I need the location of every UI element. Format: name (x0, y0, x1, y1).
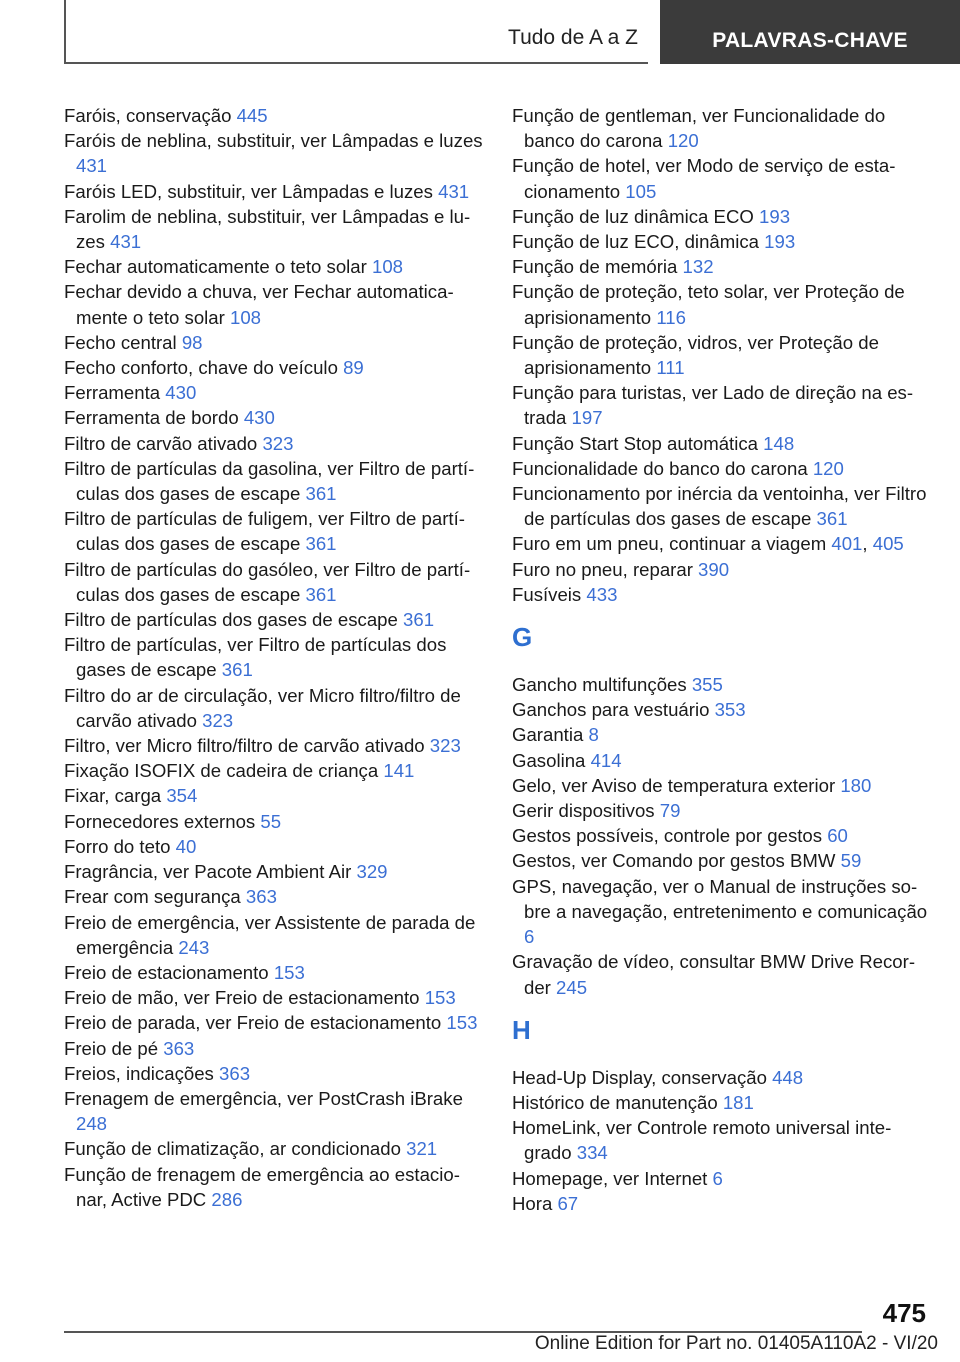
index-entry-text: Função Start Stop automática (512, 432, 764, 454)
index-entry-text: Função de luz dinâmica ECO (512, 205, 760, 227)
index-entry (512, 103, 932, 153)
index-entry-text: Fixar, carga (64, 785, 167, 807)
index-entry (64, 1136, 484, 1161)
page-link[interactable]: 361 (221, 659, 253, 681)
page-link[interactable]: 193 (759, 205, 791, 227)
index-entry (64, 859, 484, 884)
page-separator: , (862, 533, 873, 555)
page-link[interactable]: 430 (243, 407, 275, 429)
page-link[interactable]: 431 (438, 180, 470, 202)
index-entry-text: Freio de parada, ver Freio de estacionamento (64, 1012, 447, 1034)
index-entry-text: Filtro do ar de circulação, ver Micro filtro/filtro de carvão ativado (64, 684, 461, 731)
index-entry (512, 153, 932, 203)
page-link[interactable]: 431 (76, 155, 108, 177)
index-entry (64, 254, 484, 279)
index-entry (512, 1166, 932, 1191)
page-link[interactable]: 6 (712, 1167, 723, 1189)
index-entry-text: Frenagem de emergência, ver PostCrash iBrake (64, 1087, 463, 1109)
page-link[interactable]: 60 (827, 825, 848, 847)
page-link[interactable]: 120 (667, 130, 699, 152)
index-entry (64, 279, 484, 329)
index-entry-text: Gravação de vídeo, consultar BMW Drive Recorder (512, 951, 916, 998)
index-entry-text: Ferramenta de bordo (64, 407, 244, 429)
index-entry (64, 330, 484, 355)
index-column-right (512, 103, 932, 1216)
page-link[interactable]: 153 (446, 1012, 478, 1034)
index-entry-text: Faróis, conservação (64, 105, 237, 126)
index-entry-text: Garantia (512, 724, 589, 746)
index-entry-text: Função de luz ECO, dinâmica (512, 231, 765, 253)
page-link[interactable]: 430 (165, 382, 197, 404)
index-entry (64, 1086, 484, 1136)
index-entry-text: Função de frenagem de emergência ao estacionar, Active PDC (64, 1163, 460, 1210)
index-entry (512, 431, 932, 456)
page-link[interactable]: 59 (840, 850, 862, 872)
page-link[interactable]: 148 (763, 432, 795, 454)
index-entry (64, 431, 484, 456)
index-entry-text: Faróis de neblina, substituir, ver Lâmpadas e luzes (64, 130, 483, 152)
index-entry (512, 697, 932, 722)
page-link[interactable]: 354 (166, 785, 198, 807)
index-entry-text: Freios, indicações (64, 1062, 220, 1084)
index-entry (512, 531, 932, 556)
index-entry (512, 1191, 932, 1216)
index-entry (64, 985, 484, 1010)
page-link[interactable]: 180 (840, 774, 872, 796)
index-entry (64, 834, 484, 859)
index-group-h (512, 1065, 932, 1216)
index-entry-text: Ferramenta (64, 382, 166, 404)
index-entry-text: Função de gentleman, ver Funcionalidade do banco do carona (512, 105, 886, 152)
page-link[interactable]: 111 (656, 357, 685, 379)
page-link[interactable]: 445 (236, 105, 268, 126)
index-entry-text: Furo no pneu, reparar (512, 558, 699, 580)
page-link[interactable]: 132 (682, 256, 714, 278)
index-letter-h: H (512, 1014, 531, 1045)
page-link[interactable]: 116 (656, 306, 686, 328)
header-left-rule (64, 0, 66, 64)
index-entry (64, 960, 484, 985)
index-entry (64, 758, 484, 783)
index-entry-text: Freio de mão, ver Freio de estacionamento (64, 987, 425, 1009)
index-entry-text: Funcionamento por inércia da ventoinha, ver Filtro de partículas dos gases de escape (512, 483, 927, 530)
index-entry-text: Filtro de carvão ativado (64, 432, 263, 454)
index-entry (64, 506, 484, 556)
page-link[interactable]: 193 (764, 231, 796, 253)
index-entry-text: Função de hotel, ver Modo de serviço de estacionamento (512, 155, 896, 202)
page-link[interactable]: 108 (372, 256, 404, 278)
page-link[interactable]: 353 (714, 699, 746, 721)
index-entry-text: Fecho conforto, chave do veículo (64, 357, 344, 379)
page-link[interactable]: 181 (722, 1091, 754, 1113)
chapter-tab-label: PALAVRAS-CHAVE (712, 29, 908, 52)
page-link[interactable]: 405 (872, 533, 904, 555)
index-entry-text: Hora (512, 1192, 558, 1214)
index-entry-text: Fecho central (64, 331, 182, 353)
edition-footer: Online Edition for Part no. 01405A110A2 - VI/20 (534, 1333, 938, 1354)
index-entry-text: GPS, navegação, ver o Manual de instruções sobre a navegação, entretenimento e comunicação (512, 875, 928, 922)
index-entry-text: Gerir dispositivos (512, 800, 660, 822)
page-link[interactable]: 197 (571, 407, 603, 429)
index-entry (64, 607, 484, 632)
index-entry (512, 204, 932, 229)
index-entry-text: Fragrância, ver Pacote Ambient Air (64, 861, 357, 883)
page-link[interactable]: 153 (273, 961, 305, 983)
index-entry-text: Fusíveis (512, 583, 587, 605)
index-entry-text: Faróis LED, substituir, ver Lâmpadas e luzes (64, 180, 439, 202)
page-link[interactable]: 67 (557, 1192, 579, 1214)
page-link[interactable]: 361 (403, 609, 435, 631)
index-entry-text: Filtro de partículas do gasóleo, ver Filtro de partículas dos gases de escape (64, 558, 471, 605)
page-link[interactable]: 55 (260, 810, 282, 832)
index-entry-text: Função de climatização, ar condicionado (64, 1138, 407, 1160)
index-entry-text: Gancho multifunções (512, 674, 692, 696)
page-link[interactable]: 108 (230, 306, 262, 328)
index-entry (512, 748, 932, 773)
index-entry-text: Filtro de partículas dos gases de escape (64, 609, 404, 631)
index-entry (512, 456, 932, 481)
index-entry-text: Freio de pé (64, 1037, 164, 1059)
page-number: 475 (882, 1298, 926, 1328)
page-link[interactable]: 89 (343, 357, 364, 379)
page-link[interactable]: 361 (305, 583, 337, 605)
page-link[interactable]: 323 (429, 735, 461, 757)
index-entry-text: Gelo, ver Aviso de temperatura exterior (512, 774, 841, 796)
index-entry-text: Filtro, ver Micro filtro/filtro de carvão ativado (64, 735, 430, 757)
index-entry-text: Farolim de neblina, substituir, ver Lâmpadas e luzes (64, 205, 471, 253)
index-entry-text: Forro do teto (64, 835, 176, 857)
page-link[interactable]: 321 (406, 1138, 438, 1160)
page-link[interactable]: 361 (305, 533, 337, 555)
page-link[interactable]: 361 (816, 508, 848, 530)
index-entry-text: Fornecedores externos (64, 810, 261, 832)
page-link[interactable]: 323 (262, 432, 294, 454)
index-entry (512, 481, 932, 531)
index-entry (512, 1115, 932, 1165)
page-link[interactable]: 323 (202, 709, 234, 731)
index-entry (512, 848, 932, 873)
index-entry (64, 809, 484, 834)
index-entry (512, 722, 932, 747)
index-entry-text: Função para turistas, ver Lado de direção na estrada (512, 382, 914, 429)
index-entry (512, 254, 932, 279)
page-link[interactable]: 243 (178, 936, 210, 958)
index-column-left (64, 103, 484, 1212)
index-entry (512, 557, 932, 582)
index-entry (64, 456, 484, 506)
index-entry-text: Função de memória (512, 256, 683, 278)
index-entry-text: Filtro de partículas, ver Filtro de partículas dos gases de escape (64, 634, 447, 681)
index-entry (64, 632, 484, 682)
page-link[interactable]: 105 (625, 180, 657, 202)
index-entry (512, 949, 932, 999)
index-entry (512, 874, 932, 950)
page-link[interactable]: 401 (831, 533, 863, 555)
page-link[interactable]: 363 (245, 886, 277, 908)
index-entry (512, 229, 932, 254)
index-entry (64, 910, 484, 960)
index-entry-text: Histórico de manutenção (512, 1091, 723, 1113)
index-entry-text: Head-Up Display, conservação (512, 1066, 773, 1088)
page-link[interactable]: 334 (576, 1142, 608, 1164)
page-link[interactable]: 153 (424, 987, 456, 1009)
index-entry-text: Furo em um pneu, continuar a viagem (512, 533, 832, 555)
page-link[interactable]: 286 (211, 1188, 243, 1210)
index-entry (512, 1065, 932, 1090)
index-entry (64, 783, 484, 808)
index-entry (64, 1036, 484, 1061)
page-link[interactable]: 431 (110, 231, 142, 253)
index-entry (64, 103, 484, 128)
page-link[interactable]: 433 (586, 583, 618, 605)
index-entry-text: Fechar automaticamente o teto solar (64, 256, 372, 278)
index-entry (64, 179, 484, 204)
page-link[interactable]: 448 (772, 1066, 804, 1088)
index-entry-text: Freio de emergência, ver Assistente de parada de emergência (64, 911, 476, 958)
index-letter-g: G (512, 622, 533, 653)
page-link[interactable]: 79 (659, 800, 681, 822)
page-link[interactable]: 141 (383, 760, 415, 782)
header-bottom-rule (64, 62, 648, 64)
index-entry (64, 557, 484, 607)
page-link[interactable]: 120 (812, 457, 844, 479)
page-link[interactable]: 361 (305, 483, 337, 505)
index-entry-text: HomeLink, ver Controle remoto universal integrado (512, 1117, 892, 1164)
section-title: Tudo de A a Z (508, 26, 638, 49)
index-entry-text: Gestos possíveis, controle por gestos (512, 825, 828, 847)
index-entry-text: Ganchos para vestuário (512, 699, 715, 721)
page-link[interactable]: 248 (76, 1113, 108, 1135)
index-entry (64, 1162, 484, 1212)
index-entry (512, 823, 932, 848)
index-entry-text: Função de proteção, vidros, ver Proteção de aprisionamento (512, 331, 879, 379)
page-link[interactable]: 355 (691, 674, 723, 696)
index-entry (64, 204, 484, 254)
index-entry (512, 672, 932, 697)
page-link[interactable]: 390 (698, 558, 730, 580)
index-entry (512, 1090, 932, 1115)
index-entry (64, 683, 484, 733)
page-link[interactable]: 40 (175, 835, 197, 857)
index-entry (512, 380, 932, 430)
index-entry-text: Frear com segurança (64, 886, 246, 908)
index-entry (512, 279, 932, 329)
index-entry-text: Filtro de partículas da gasolina, ver Filtro de partículas dos gases de escape (64, 457, 475, 505)
index-entry-text: Freio de estacionamento (64, 961, 274, 983)
page-link[interactable]: 414 (590, 749, 622, 771)
index-entry-text: Filtro de partículas de fuligem, ver Filtro de partículas dos gases de escape (64, 508, 465, 555)
index-entry (64, 355, 484, 380)
index-entry (64, 405, 484, 430)
index-entry-text: Gasolina (512, 749, 591, 771)
index-entry (64, 733, 484, 758)
chapter-tab[interactable] (660, 0, 960, 64)
index-entry (64, 1061, 484, 1086)
page-link[interactable]: 363 (163, 1037, 195, 1059)
index-entry (512, 582, 932, 607)
index-entry (64, 884, 484, 909)
index-entry-text: Gestos, ver Comando por gestos BMW (512, 850, 841, 872)
index-entry-text: Homepage, ver Internet (512, 1167, 713, 1189)
index-entry (64, 1010, 484, 1035)
page-link[interactable]: 6 (524, 926, 535, 948)
page-link[interactable]: 329 (356, 861, 388, 883)
index-entry-text: Fechar devido a chuva, ver Fechar automaticamente o teto solar (64, 281, 454, 328)
page-link[interactable]: 98 (181, 331, 203, 353)
index-entry (64, 380, 484, 405)
page-link[interactable]: 8 (588, 724, 599, 746)
index-entry (512, 330, 932, 380)
index-group-g (512, 672, 932, 1000)
index-entry (512, 798, 932, 823)
index-entry (64, 128, 484, 178)
index-entry-text: Funcionalidade do banco do carona (512, 457, 813, 479)
page-link[interactable]: 245 (556, 976, 588, 998)
index-entry-text: Fixação ISOFIX de cadeira de criança (64, 760, 384, 782)
index-entry-text: Função de proteção, teto solar, ver Proteção de aprisionamento (512, 281, 905, 328)
index-entry (512, 773, 932, 798)
index-group-f (512, 103, 932, 607)
page-link[interactable]: 363 (219, 1062, 251, 1084)
